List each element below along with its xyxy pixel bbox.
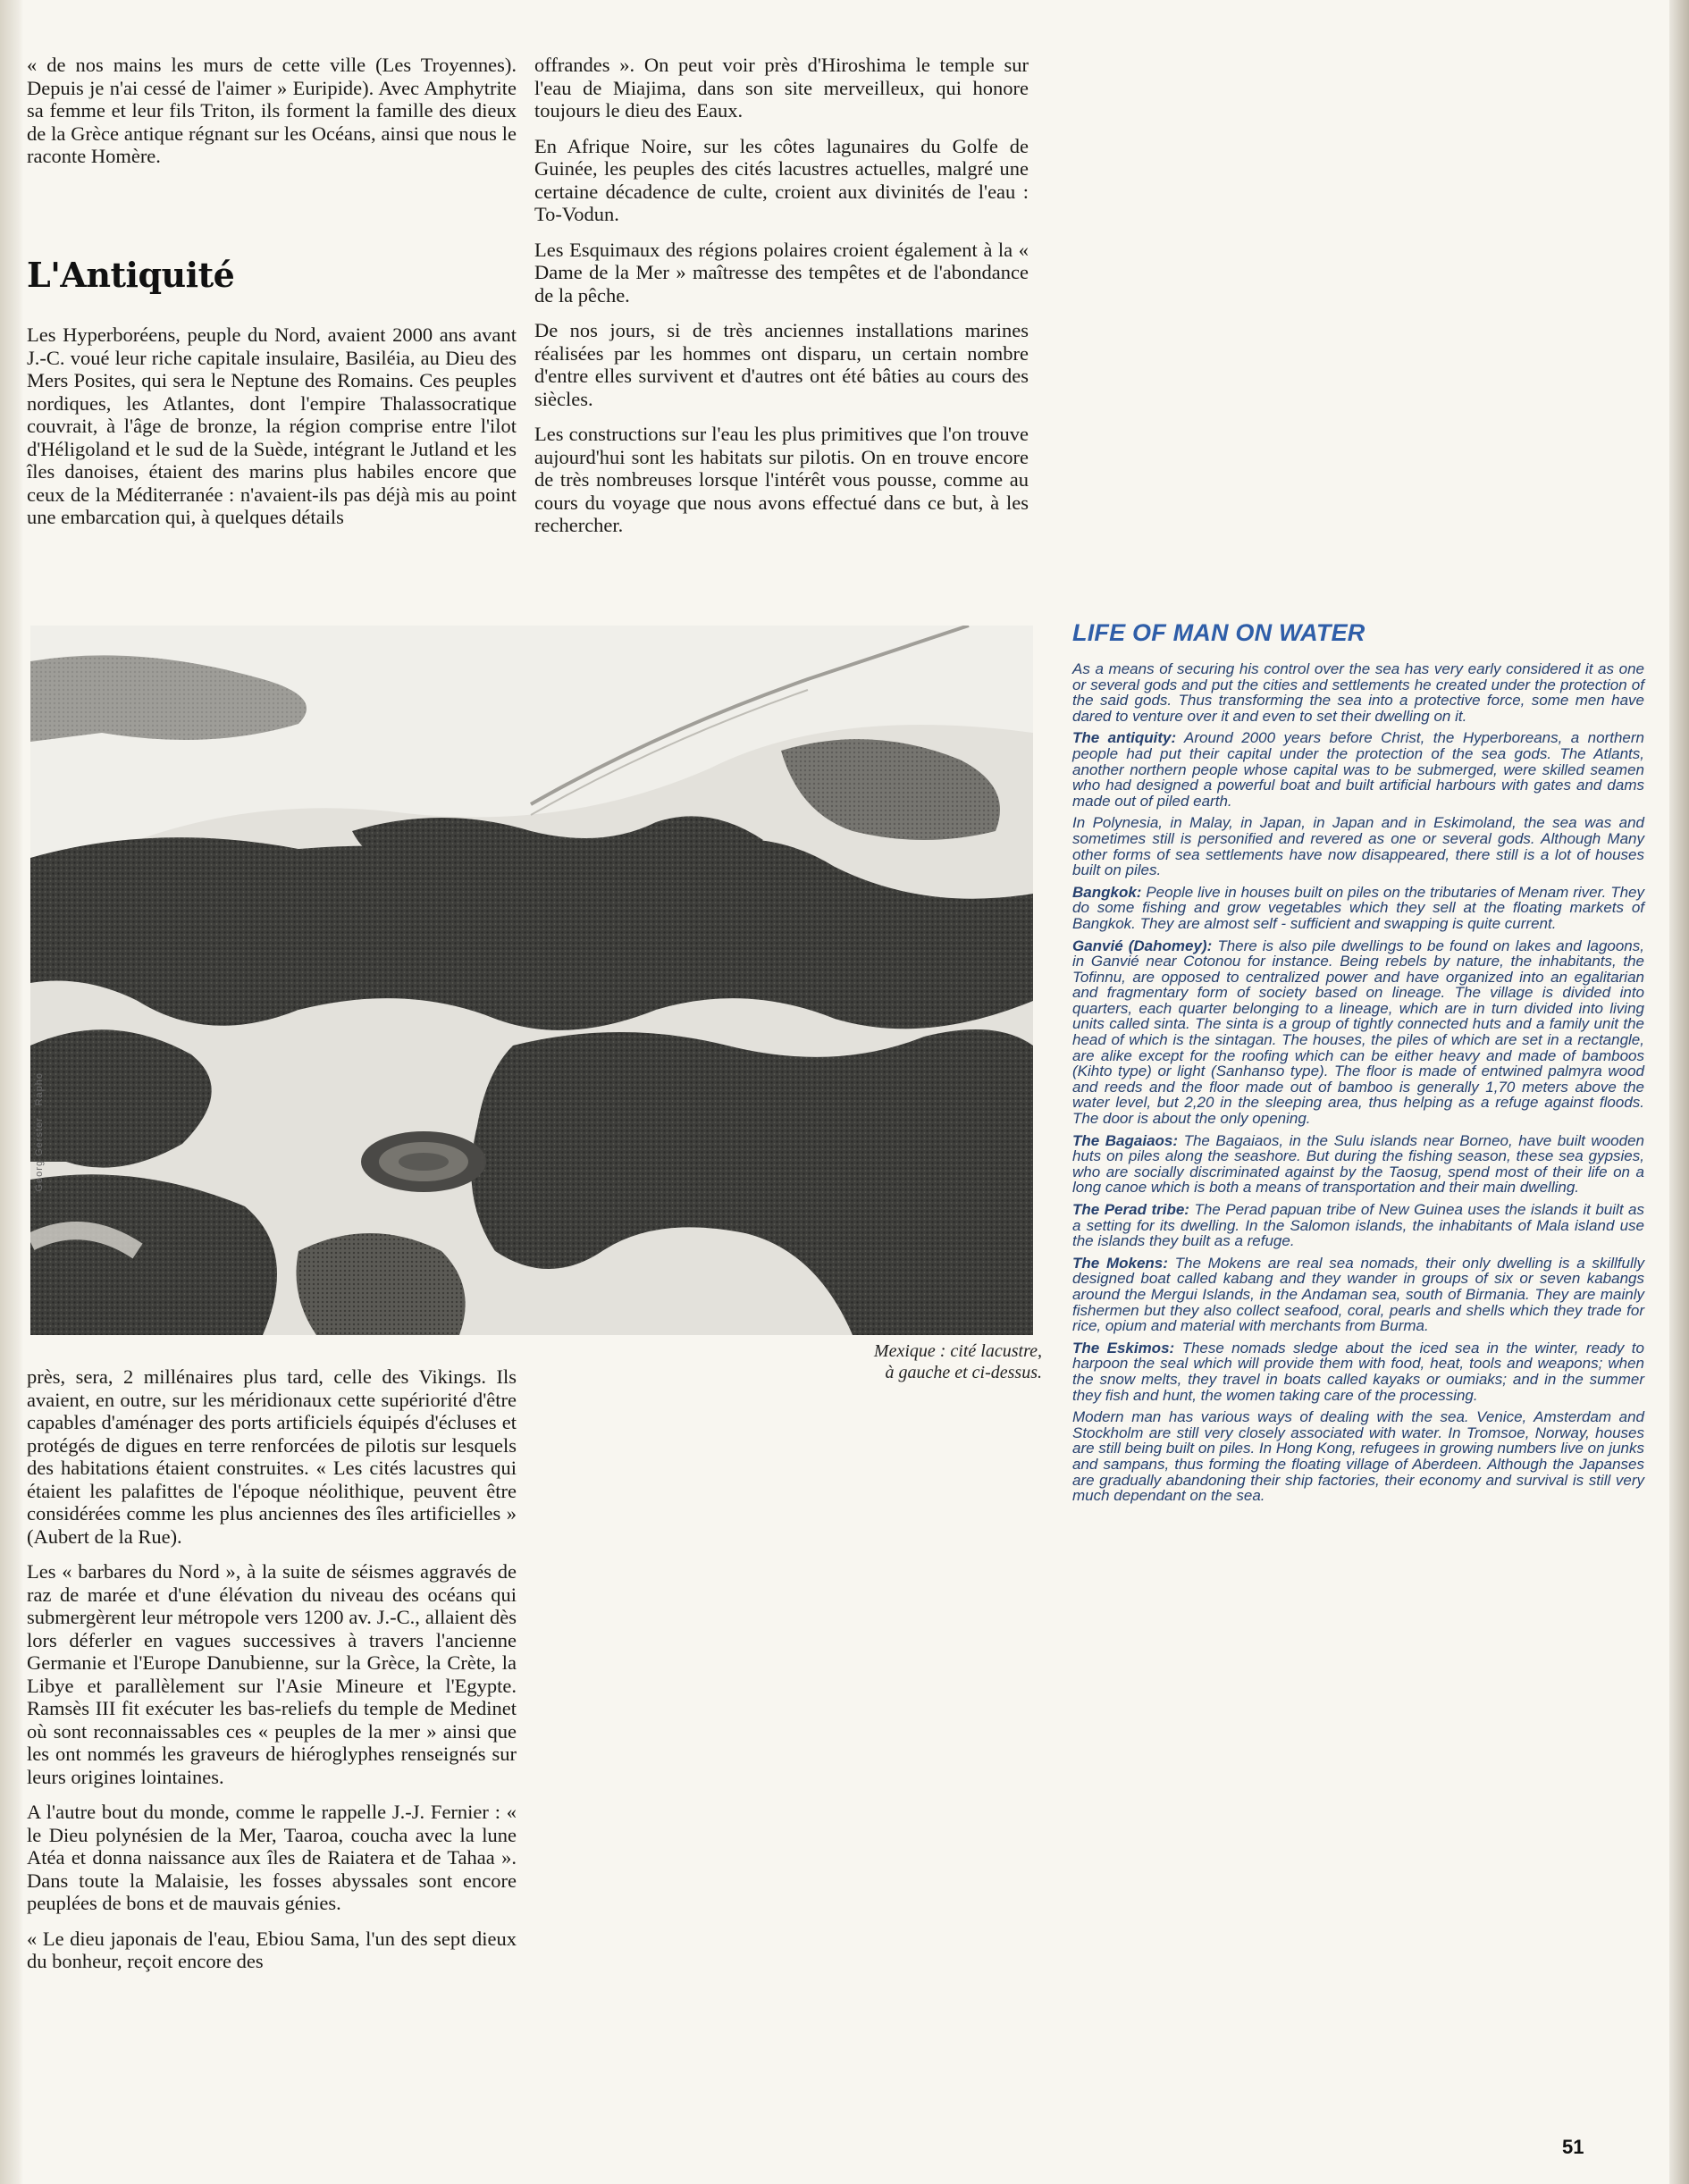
photo-credit: Georg Gerster - Rapho: [34, 1072, 45, 1192]
caption-line-2: à gauche et ci-dessus.: [885, 1363, 1042, 1382]
paragraph: offrandes ». On peut voir près d'Hiroshima le temple sur l'eau de Miajima, dans son site merveilleux, qui honore toujours le dieu des Eaux.: [534, 54, 1029, 122]
page-edge: [1669, 0, 1689, 2184]
section-label: Ganvié (Dahomey):: [1072, 937, 1213, 954]
section-text: Around 2000 years before Christ, the Hyperboreans, a northern people had put their capital under the protection of the sea gods. The Atlants, another northern people whose capital was to be submerged, were skilled seamen who had designed a powerful boat and built artificial harbours with gates and dams made out of piled earth.: [1072, 729, 1644, 810]
english-section: [1072, 1340, 1644, 1403]
section-label: The antiquity:: [1072, 729, 1177, 747]
photo-caption: [706, 1340, 1042, 1383]
english-intro: As a means of securing his control over the sea has very early considered it as one or several gods and put the cities and settlements he created under the protection of the said gods. Thus transforming the sea into a protective force, some men have dared to venture over it and even to set their dwelling on it.: [1072, 660, 1644, 725]
paragraph-antiquite: Les Hyperboréens, peuple du Nord, avaient 2000 ans avant J.-C. voué leur riche capitale insulaire, Basiléia, au Dieu des Mers Posites, qui sera le Neptune des Romains. Ces peuples nordiques, les Atlantes, dont l'empire Thalassocratique couvrait, à l'âge de bronze, la région comprise entre l'ilot d'Héligoland et le sud de la Suède, intégrant le Jutland et les îles danoises, étaient des marins plus habiles encore que ceux de la Méditerranée : n'avaient-ils pas déjà mis au point une embarcation qui, à quelques détails: [27, 323, 517, 528]
page-gutter-shadow: [0, 0, 23, 2184]
section-text: These nomads sledge about the iced sea in the winter, ready to harpoon the seal which will provide them with food, heat, tools and weapons; when the snow melts, they travel in boats called kayaks or oumiaks; and in the summer they fish and hunt, the women taking care of the processing.: [1072, 1339, 1644, 1404]
section-text: There is also pile dwellings to be found on lakes and lagoons, in Ganvié near Cotonou for instance. Being rebels by nature, the inhabitants, the Tofinnu, are opposed to centralized power and have organized into an egalitarian and fragmentary form of society based on lineage. The village is divided into quarters, each quarter belonging to a lineage, which are in turn divided into living units called sinta. The sinta is a group of tightly connected huts and a family unit the head of which is the sintagan. The houses, the piles of which are set in a rectangle, are alike except for the roofing which can be either heavy and made of bamboos (Kihto type) or light (Sanhanso type). The floor is made of entwined palmyra wood and reeds and the floor made out of bamboo is generally 1,70 meters above the water level, but 2,20 in the sleeping area, thus helping as a refuge against floods. The door is about the only opening.: [1072, 937, 1644, 1128]
section-text: The Mokens are real sea nomads, their only dwelling is a skillfully designed boat called kabang and they wander in groups of six or seven kabangs around the Mergui Islands, in the Andaman sea, south of Birmania. They are mainly fishermen but they also collect seafood, coral, pearls and shells which they trade for rice, opium and material with merchants from Burma.: [1072, 1254, 1644, 1335]
paragraph: Les Esquimaux des régions polaires croient également à la « Dame de la Mer » maîtresse des tempêtes et de l'abondance de la pêche.: [534, 238, 1029, 307]
paragraph-intro: « de nos mains les murs de cette ville (Les Troyennes). Depuis je n'ai cessé de l'aimer » Euripide). Avec Amphytrite sa femme et leur fils Triton, ils forment la famille des dieux de la Grèce antique régnant sur les Océans, ainsi que nous le raconte Homère.: [27, 54, 517, 167]
english-section: [1072, 938, 1644, 1127]
english-section: [1072, 730, 1644, 809]
paragraph: A l'autre bout du monde, comme le rappelle J.-J. Fernier : « le Dieu polynésien de la Mer, Taaroa, coucha avec la lune Atéa et donna naissance aux îles de Raiatera et de Tahaa ». Dans toute la Malaisie, les fosses abyssales sont encore peuplées de bons et de mauvais génies.: [27, 1801, 517, 1914]
french-column-1-antiquite: [27, 323, 517, 542]
paragraph: Les constructions sur l'eau les plus primitives que l'on trouve aujourd'hui sont les habitats sur pilotis. On en trouve encore de très nombreuses lorsque l'intérêt vous pousse, comme au cours du voyage que nous avons effectué dans ce but, à les rechercher.: [534, 423, 1029, 536]
english-section: [1072, 1256, 1644, 1334]
english-title: LIFE OF MAN ON WATER: [1072, 619, 1365, 646]
section-heading: L'Antiquité: [27, 255, 235, 295]
english-section: [1072, 815, 1644, 878]
section-text: Modern man has various ways of dealing with the sea. Venice, Amsterdam and Stockholm are still very closely associated with water. In Tromsoe, Norway, houses are still being built on piles. In Hong Kong, refugees in growing numbers live on junks and sampans, thus forming the floating village of Aberdeen. Although the Japanses are gradually abandoning their ship factories, their economy and survival is still very much dependant on the sea.: [1072, 1408, 1644, 1505]
caption-line-1: Mexique : cité lacustre,: [873, 1341, 1042, 1361]
english-section: [1072, 885, 1644, 932]
page-number: 51: [1562, 2136, 1584, 2158]
paragraph: près, sera, 2 millénaires plus tard, celle des Vikings. Ils avaient, en outre, sur les méridionaux cette supériorité d'être capables d'aménager des ports artificiels équipés d'écluses et protégés de digues en terre renforcées de pilotis sur lesquels des habitations étaient construites. « Les cités lacustres qui étaient les palafittes de l'époque néolithique, peuvent être considérées comme les plus anciennes des îles artificielles » (Aubert de la Rue).: [27, 1365, 517, 1548]
paragraph: Les « barbares du Nord », à la suite de séismes aggravés de raz de marée et d'une élévation du niveau des océans qui submergèrent leur métropole vers 1200 av. J.-C., allaient dès lors déferler en vagues successives à travers l'ancienne Germanie et l'Europe Danubienne, sur la Grèce, la Crète, la Libye et parallèlement sur l'Asie Mineure et l'Egypte. Ramsès III fit exécuter les bas-reliefs du temple de Medinet où sont reconnaissables ces « peuples de la mer » ainsi que les ont nommés les graveurs de hiéroglyphes renseignés sur leurs origines lointaines.: [27, 1560, 517, 1788]
section-label: The Mokens:: [1072, 1254, 1168, 1272]
french-column-2: [534, 54, 1029, 550]
section-text: In Polynesia, in Malay, in Japan, in Japan and in Eskimoland, the sea was and sometimes still is personified and revered as one or several gods. Although Many other forms of sea settlements have now disappeared, there still is a lot of houses built on piles.: [1072, 814, 1644, 879]
paragraph: De nos jours, si de très anciennes installations marines réalisées par les hommes ont disparu, un certain nombre d'entre elles survivent et d'autres ont été bâties au cours des siècles.: [534, 319, 1029, 410]
english-section: [1072, 1133, 1644, 1196]
english-section: [1072, 1409, 1644, 1504]
english-section: [1072, 1202, 1644, 1249]
french-column-3: [27, 1365, 517, 1986]
section-text: The Perad papuan tribe of New Guinea uses the islands it built as a setting for its dwelling. In the Salomon islands, the inhabitants of Mala island use the islands they built as a refuge.: [1072, 1201, 1644, 1250]
paragraph: « Le dieu japonais de l'eau, Ebiou Sama, l'un des sept dieux du bonheur, reçoit encore des: [27, 1927, 517, 1972]
aerial-photo-image: [30, 626, 1033, 1335]
french-column-1: [27, 54, 517, 181]
english-summary: [1072, 619, 1644, 1510]
section-label: The Perad tribe:: [1072, 1201, 1189, 1218]
paragraph: En Afrique Noire, sur les côtes lagunaires du Golfe de Guinée, les peuples des cités lacustres actuelles, malgré une certaine décadence de culte, croient aux divinités de l'eau : To-Vodun.: [534, 134, 1029, 225]
section-label: The Bagaiaos:: [1072, 1131, 1179, 1149]
section-label: The Eskimos:: [1072, 1339, 1175, 1357]
aerial-photo: [30, 626, 1033, 1335]
section-text: The Bagaiaos, in the Sulu islands near Borneo, have built wooden huts on piles along the seashore. But during the fishing season, these sea gypsies, who are socially discriminated against by the Taosug, spend most of their life on a long canoe which is both a means of transportation and their main dwelling.: [1072, 1131, 1644, 1197]
section-text: People live in houses built on piles on the tributaries of Menam river. They do some fishing and grow vegetables which they sell at the floating markets of Bangkok. They are almost self - sufficient and swapping is quite current.: [1072, 883, 1644, 932]
section-label: Bangkok:: [1072, 883, 1142, 901]
